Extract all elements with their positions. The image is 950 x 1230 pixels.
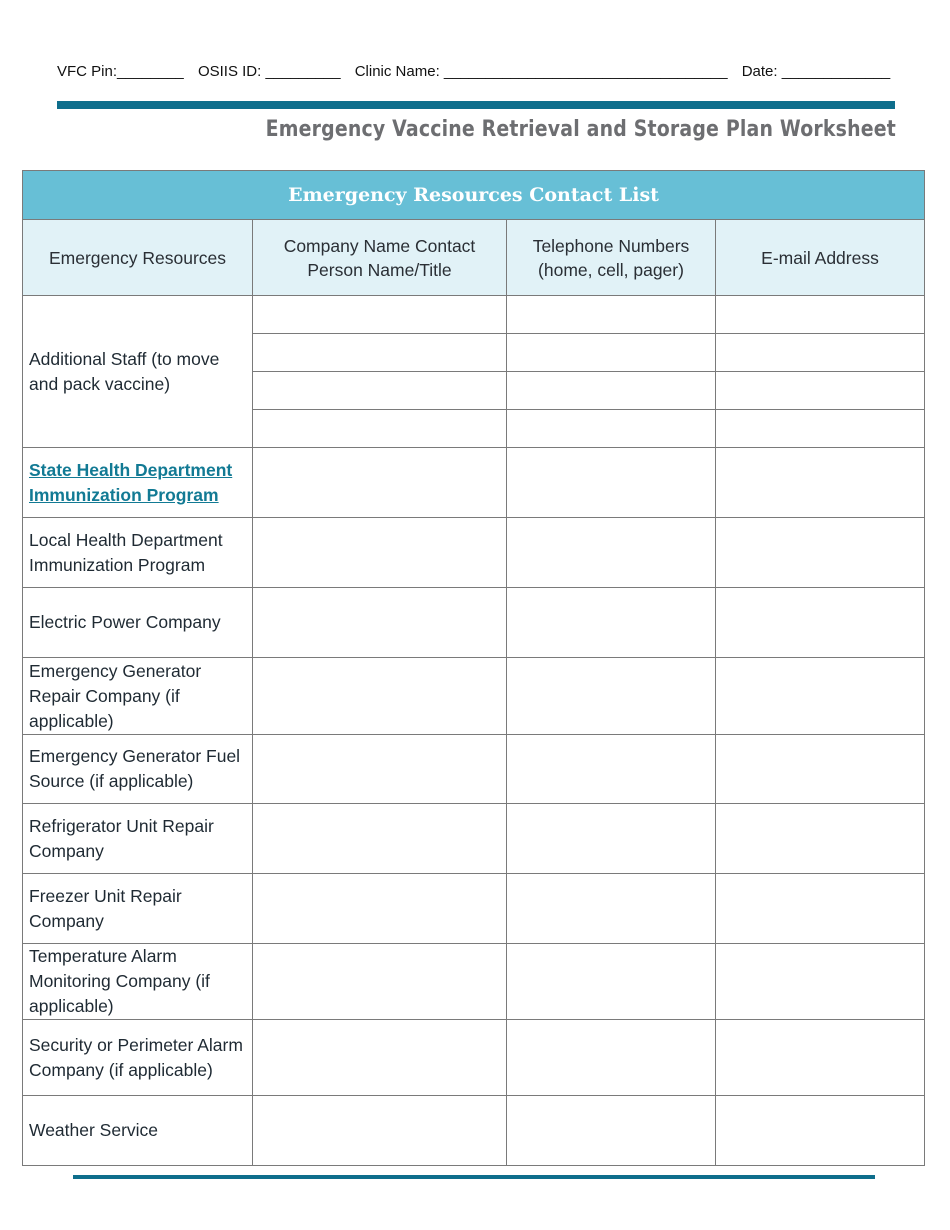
table-row [23,518,925,588]
table-row [23,658,925,735]
table-row [23,1096,925,1166]
contact-cell[interactable] [253,296,507,334]
email-cell[interactable] [716,735,925,804]
telephone-cell[interactable] [507,372,716,410]
email-cell[interactable] [716,372,925,410]
telephone-cell[interactable] [507,944,716,1020]
email-cell[interactable] [716,448,925,518]
contact-cell[interactable] [253,1020,507,1096]
table-row [23,1020,925,1096]
row-label: Emergency Generator Repair Company (if applicable) [23,658,253,735]
contact-cell[interactable] [253,588,507,658]
table-row [23,874,925,944]
email-cell[interactable] [716,1096,925,1166]
row-label: Local Health Department Immunization Program [23,518,253,588]
email-cell[interactable] [716,518,925,588]
contact-table [22,170,925,1166]
email-cell[interactable] [716,804,925,874]
email-cell[interactable] [716,658,925,735]
telephone-cell[interactable] [507,518,716,588]
contact-cell[interactable] [253,944,507,1020]
row-label: Refrigerator Unit Repair Company [23,804,253,874]
contact-cell[interactable] [253,1096,507,1166]
row-label: Weather Service [23,1096,253,1166]
row-label: Emergency Generator Fuel Source (if applicable) [23,735,253,804]
column-header-email: E-mail Address [716,220,925,296]
contact-cell[interactable] [253,410,507,448]
contact-cell[interactable] [253,448,507,518]
date-field[interactable]: Date: _____________ [741,63,891,80]
row-label [23,448,253,518]
column-header-contact: Company Name Contact Person Name/Title [253,220,507,296]
clinic-name-field[interactable]: Clinic Name: __________________________________ [354,63,728,80]
email-cell[interactable] [716,1020,925,1096]
contact-cell[interactable] [253,518,507,588]
telephone-cell[interactable] [507,296,716,334]
bottom-accent-bar [73,1175,875,1179]
telephone-cell[interactable] [507,735,716,804]
row-label: Temperature Alarm Monitoring Company (if applicable) [23,944,253,1020]
telephone-cell[interactable] [507,804,716,874]
top-accent-bar [57,101,895,109]
table-banner: Emergency Resources Contact List [23,171,925,220]
contact-cell[interactable] [253,372,507,410]
email-cell[interactable] [716,296,925,334]
telephone-cell[interactable] [507,588,716,658]
row-label: Security or Perimeter Alarm Company (if applicable) [23,1020,253,1096]
row-label: Freezer Unit Repair Company [23,874,253,944]
vfc-pin-field[interactable]: VFC Pin:________ [57,63,184,80]
contact-cell[interactable] [253,804,507,874]
telephone-cell[interactable] [507,410,716,448]
email-cell[interactable] [716,874,925,944]
state-health-link[interactable]: State Health Department Immunization Program [29,459,233,505]
telephone-cell[interactable] [507,1096,716,1166]
table-row [23,296,925,334]
row-label: Electric Power Company [23,588,253,658]
telephone-cell[interactable] [507,874,716,944]
column-header-resources: Emergency Resources [23,220,253,296]
column-header-telephone: Telephone Numbers (home, cell, pager) [507,220,716,296]
contact-cell[interactable] [253,334,507,372]
telephone-cell[interactable] [507,334,716,372]
table-row [23,735,925,804]
osiis-id-field[interactable]: OSIIS ID: _________ [197,63,341,80]
telephone-cell[interactable] [507,448,716,518]
page-title: Emergency Vaccine Retrieval and Storage Plan Worksheet [265,117,896,142]
table-row [23,448,925,518]
contact-cell[interactable] [253,874,507,944]
email-cell[interactable] [716,410,925,448]
telephone-cell[interactable] [507,658,716,735]
email-cell[interactable] [716,588,925,658]
table-row [23,588,925,658]
row-label: Additional Staff (to move and pack vaccine) [23,296,253,448]
telephone-cell[interactable] [507,1020,716,1096]
email-cell[interactable] [716,944,925,1020]
contact-cell[interactable] [253,658,507,735]
email-cell[interactable] [716,334,925,372]
table-row [23,944,925,1020]
form-header [57,63,907,80]
contact-cell[interactable] [253,735,507,804]
table-row [23,804,925,874]
